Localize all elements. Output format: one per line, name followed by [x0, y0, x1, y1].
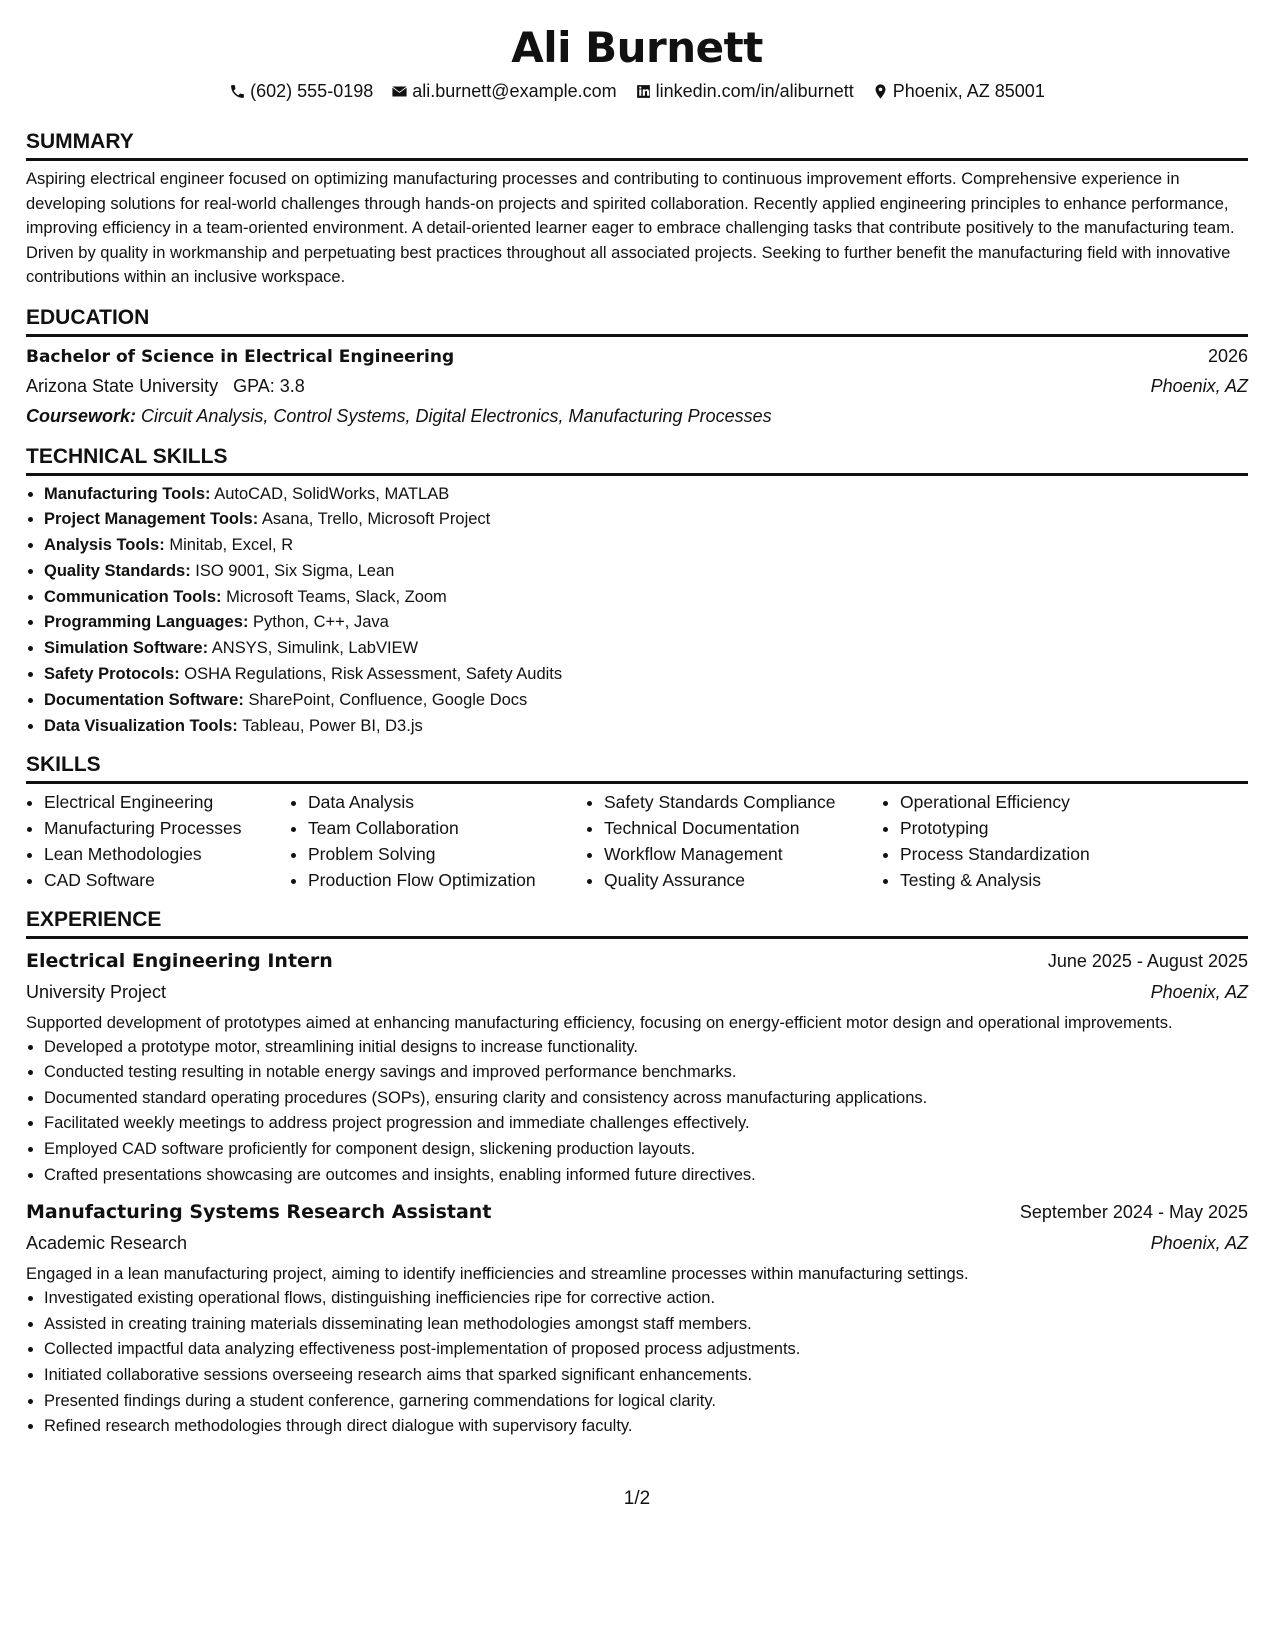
coursework	[26, 401, 1248, 431]
summary-text: Aspiring electrical engineer focused on optimizing manufacturing processes and contributing to continuous improvement efforts. Comprehensive experience in developing solutions for real-world challenges through hands-on projects and spirited collaboration. Recently applied engineering principles to enhance performance, improving efficiency in a team-oriented environment. A detail-oriented learner eager to embrace challenging tasks that contribute positively to the manufacturing team. Driven by quality in workmanship and perpetuating best practices throughout all associated projects. Seeking to further benefit the manufacturing field with innovative contributions within an inclusive workspace.	[26, 170, 1235, 286]
list-item: • Production Flow Optimization	[308, 868, 586, 894]
job-description: Engaged in a lean manufacturing project, aiming to identify inefficiencies and streamline processes within manufacturing settings.	[26, 1265, 969, 1284]
list-item: • Communication Tools: Microsoft Teams, Slack, Zoom	[44, 585, 1248, 611]
job-org: University Project	[26, 981, 167, 1002]
list-item: • Manufacturing Tools: AutoCAD, SolidWorks, MATLAB	[44, 482, 1248, 508]
list-item: • Electrical Engineering	[44, 790, 290, 816]
list-item: • Prototyping	[900, 816, 1200, 842]
linkedin-icon	[635, 83, 652, 100]
phone-text: (602) 555-0198	[250, 81, 374, 101]
job-org: Academic Research	[26, 1233, 188, 1254]
job-entry	[26, 945, 1248, 1189]
school-name: Arizona State University	[26, 375, 219, 396]
list-item: • Project Management Tools: Asana, Trello, Microsoft Project	[44, 507, 1248, 533]
list-item: • Safety Protocols: OSHA Regulations, Risk Assessment, Safety Audits	[44, 662, 1248, 688]
list-item: • Data Analysis	[308, 790, 586, 816]
list-item: • Developed a prototype motor, streamlining initial designs to increase functionality.	[44, 1035, 1248, 1061]
job-dates: June 2025 - August 2025	[1047, 950, 1248, 971]
technical-skills-section	[26, 443, 1248, 740]
contact-phone[interactable]	[229, 78, 373, 104]
list-item: • Conducted testing resulting in notable energy savings and improved performance benchmarks.	[44, 1060, 1248, 1086]
skills-column	[26, 790, 290, 893]
job-location: Phoenix, AZ	[1150, 1233, 1248, 1254]
list-item: • Manufacturing Processes	[44, 816, 290, 842]
location-text: Phoenix, AZ 85001	[892, 81, 1045, 101]
skills-column	[586, 790, 882, 893]
section-title: EXPERIENCE	[26, 906, 1248, 939]
job-description: Supported development of prototypes aimed at enhancing manufacturing efficiency, focusing on energy-efficient motor design and operational improvements.	[26, 1013, 1173, 1032]
list-item: • Documented standard operating procedures (SOPs), ensuring clarity and consistency across manufacturing applications.	[44, 1086, 1248, 1112]
graduation-year: 2026	[1207, 345, 1248, 366]
list-item: • Investigated existing operational flows, distinguishing inefficiencies ripe for corrective action.	[44, 1286, 1248, 1312]
list-item: • Operational Efficiency	[900, 790, 1200, 816]
list-item: • Employed CAD software proficiently for component design, slickening production layouts.	[44, 1137, 1248, 1163]
list-item: • Lean Methodologies	[44, 842, 290, 868]
job-location: Phoenix, AZ	[1150, 981, 1248, 1002]
list-item: • Analysis Tools: Minitab, Excel, R	[44, 533, 1248, 559]
list-item: • Crafted presentations showcasing are outcomes and insights, enabling informed future directives.	[44, 1163, 1248, 1189]
contact-bar	[26, 78, 1248, 104]
contact-email[interactable]	[391, 78, 616, 104]
coursework-list: Circuit Analysis, Control Systems, Digital Electronics, Manufacturing Processes	[141, 405, 772, 426]
degree: Bachelor of Science in Electrical Engineering	[26, 346, 455, 367]
skills-grid	[26, 790, 1248, 893]
list-item: • Technical Documentation	[604, 816, 882, 842]
experience-section	[26, 906, 1248, 1440]
list-item: • Team Collaboration	[308, 816, 586, 842]
list-item: • Facilitated weekly meetings to address project progression and immediate challenges effectively.	[44, 1111, 1248, 1137]
list-item: • Quality Standards: ISO 9001, Six Sigma, Lean	[44, 559, 1248, 585]
section-title: EDUCATION	[26, 304, 1248, 337]
list-item: • Process Standardization	[900, 842, 1200, 868]
envelope-icon	[391, 83, 408, 100]
skills-column	[290, 790, 586, 893]
list-item: • Programming Languages: Python, C++, Java	[44, 610, 1248, 636]
list-item: • Safety Standards Compliance	[604, 790, 882, 816]
skills-column	[882, 790, 1200, 893]
list-item: • Problem Solving	[308, 842, 586, 868]
section-title: SKILLS	[26, 751, 1248, 784]
section-title: TECHNICAL SKILLS	[26, 443, 1248, 476]
map-pin-icon	[872, 83, 889, 100]
page-number: 1/2	[623, 1488, 651, 1509]
section-title: SUMMARY	[26, 128, 1248, 161]
list-item: • Presented findings during a student conference, garnering commendations for logical clarity.	[44, 1389, 1248, 1415]
job-bullets	[26, 1286, 1248, 1440]
contact-linkedin[interactable]	[635, 78, 854, 104]
coursework-label: Coursework:	[26, 405, 137, 426]
list-item: • Simulation Software: ANSYS, Simulink, LabVIEW	[44, 636, 1248, 662]
education-section	[26, 304, 1248, 431]
school-location: Phoenix, AZ	[1150, 375, 1248, 396]
email-text: ali.burnett@example.com	[412, 81, 617, 101]
list-item: • Data Visualization Tools: Tableau, Power BI, D3.js	[44, 714, 1248, 740]
linkedin-text: linkedin.com/in/aliburnett	[655, 81, 854, 101]
list-item: • Testing & Analysis	[900, 868, 1200, 894]
list-item: • Documentation Software: SharePoint, Confluence, Google Docs	[44, 688, 1248, 714]
list-item: • Collected impactful data analyzing effectiveness post-implementation of proposed process adjustments.	[44, 1337, 1248, 1363]
job-title: Electrical Engineering Intern	[26, 949, 333, 972]
list-item: • CAD Software	[44, 868, 290, 894]
phone-icon	[229, 83, 246, 100]
job-dates: September 2024 - May 2025	[1019, 1202, 1248, 1223]
list-item: • Initiated collaborative sessions overseeing research aims that sparked significant enhancements.	[44, 1363, 1248, 1389]
gpa: GPA: 3.8	[233, 375, 305, 396]
list-item: • Assisted in creating training materials disseminating lean methodologies amongst staff members.	[44, 1312, 1248, 1338]
contact-location	[872, 78, 1045, 104]
skills-section	[26, 751, 1248, 893]
technical-skills-list	[26, 482, 1248, 740]
list-item: • Quality Assurance	[604, 868, 882, 894]
job-entry	[26, 1196, 1248, 1440]
resume-page	[26, 0, 1248, 1650]
job-title: Manufacturing Systems Research Assistant	[26, 1201, 492, 1224]
summary-section	[26, 128, 1248, 290]
list-item: • Refined research methodologies through direct dialogue with supervisory faculty.	[44, 1414, 1248, 1440]
list-item: • Workflow Management	[604, 842, 882, 868]
candidate-name: Ali Burnett	[511, 23, 763, 72]
job-bullets	[26, 1035, 1248, 1189]
